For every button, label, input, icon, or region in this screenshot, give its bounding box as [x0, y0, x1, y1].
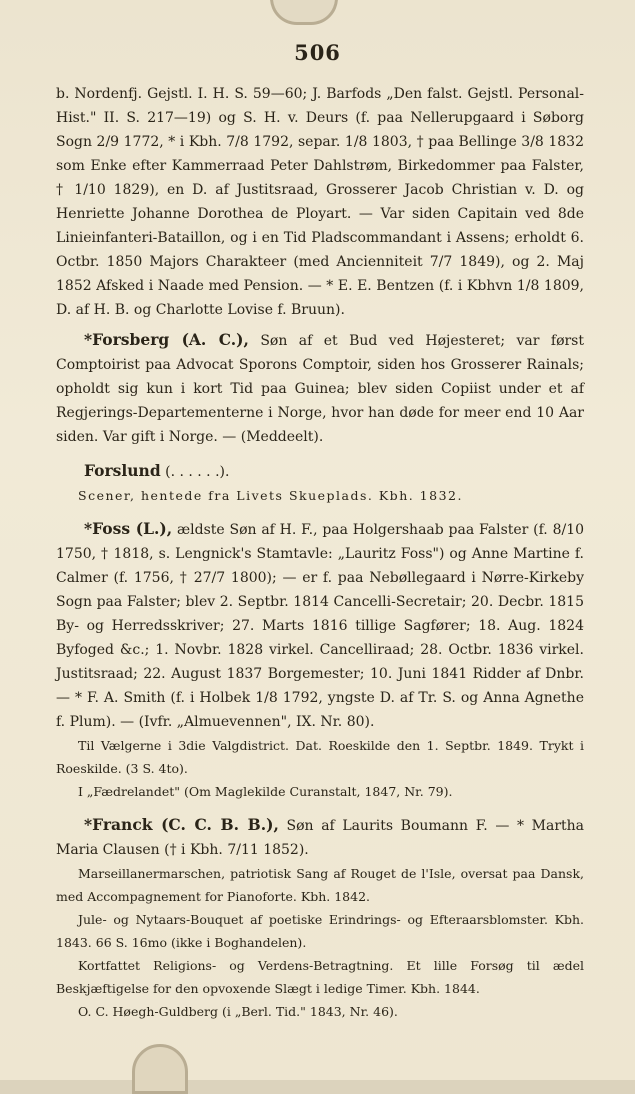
- entry-forslund-paren: (. . . . . .).: [160, 464, 230, 480]
- entry-forsberg: [56, 328, 584, 449]
- work-foss-2: I „Fædrelandet" (Om Maglekilde Curanstalt, 1847, Nr. 79).: [78, 784, 453, 799]
- page-number: 506: [294, 40, 341, 65]
- page-body: [56, 82, 584, 1023]
- work-franck-4: O. C. Høegh-Guldberg (i „Berl. Tid." 1843, Nr. 46).: [78, 1004, 398, 1019]
- headword-franck: *Franck (C. C. B. B.),: [84, 815, 279, 834]
- entry-forslund: [56, 459, 584, 484]
- work-franck-2: Jule- og Nytaars-Bouquet af poetiske Erindrings- og Efteraarsblomster. Kbh. 1843. 66 S. 16mo (ikke i Boghandelen).: [56, 912, 584, 950]
- entry-foss-text: ældste Søn af H. F., paa Holgershaab paa Falster (f. 8/10 1750, † 1818, s. Lengnick's Stamtavle: „Lauritz Foss") og Anne Martine f. Calmer (f. 1756, † 27/7 1800); — er f. paa Nebøllegaard i Nørre-Kirkeby Sogn paa Falster; blev 2. Septbr. 1814 Cancelli-Secretair; 20. Decbr. 1815 By- og Herredsskriver; 27. Marts 1816 tillige Sagfører; 18. Aug. 1824 Byfoged &c.; 1. Novbr. 1828 virkel. Cancelliraad; 28. Octbr. 1836 virkel. Justitsraad; 22. August 1837 Borgemester; 10. Juni 1841 Ridder af Dnbr. — * F. A. Smith (f. i Holbek 1/8 1792, yngste D. af Tr. S. og Anna Agnethe f. Plum). — (Ivfr. „Almuevennen", IX. Nr. 80).: [56, 522, 585, 730]
- work-forslund-text: Scener, hentede fra Livets Skueplads. Kbh. 1832.: [78, 488, 463, 503]
- headword-foss: *Foss (L.),: [84, 519, 173, 538]
- binder-ring-top: [270, 0, 338, 25]
- binder-ring-bottom: [132, 1044, 188, 1094]
- entry-forsberg-text: Søn af et Bud ved Højesteret; var først Comptoirist paa Advocat Sporons Comptoir, siden hos Grosserer Rainals; opholdt sig kun i kort Tid paa Guinea; blev siden Copiist under et af Regjerings-Departementerne i Norge, hvor han døde for meer end 10 Aar siden. Var gift i Norge. — (Meddeelt).: [56, 333, 584, 445]
- work-foss-1: Til Vælgerne i 3die Valgdistrict. Dat. Roeskilde den 1. Septbr. 1849. Trykt i Roeskilde. (3 S. 4to).: [56, 738, 584, 776]
- entry-continuation: b. Nordenfj. Gejstl. I. H. S. 59—60; J. Barfods „Den falst. Gejstl. Personal-Hist." II. S. 217—19) og S. H. v. Deurs (f. paa Nellerupgaard i Søborg Sogn 2/9 1772, * i Kbh. 7/8 1792, separ. 1/8 1803, † paa Bellinge 3/8 1832 som Enke efter Kammerraad Peter Dahlstrøm, Birkedommer paa Falster, † 1/10 1829), en D. af Justitsraad, Grosserer Jacob Christian v. D. og Henriette Johanne Dorothea de Ployart. — Var siden Capitain ved 8de Linieinfanteri-Bataillon, og i en Tid Pladscommandant i Assens; erholdt 6. Octbr. 1850 Majors Charakteer (med Ancienniteit 7/7 1849), og 2. Maj 1852 Afsked i Naade med Pension. — * E. E. Bentzen (f. i Kbhvn 1/8 1809, D. af H. B. og Charlotte Lovise f. Bruun).: [56, 86, 584, 318]
- work-forslund: [56, 484, 584, 507]
- headword-forsberg: *Forsberg (A. C.),: [84, 330, 249, 349]
- headword-forslund: Forslund: [84, 461, 161, 480]
- entry-franck-text: Søn af Laurits Boumann F. — * Martha Maria Clausen († i Kbh. 7/11 1852).: [56, 818, 584, 858]
- work-franck-3: Kortfattet Religions- og Verdens-Betragtning. Et lille Forsøg til ædel Beskjæftigelse for den opvoxende Slægt i ledige Timer. Kbh. 1844.: [56, 958, 584, 996]
- work-franck-1: Marseillanermarschen, patriotisk Sang af Rouget de l'Isle, oversat paa Dansk, med Accompagnement for Pianoforte. Kbh. 1842.: [56, 866, 584, 904]
- entry-franck: [56, 813, 584, 862]
- entry-foss: [56, 517, 584, 734]
